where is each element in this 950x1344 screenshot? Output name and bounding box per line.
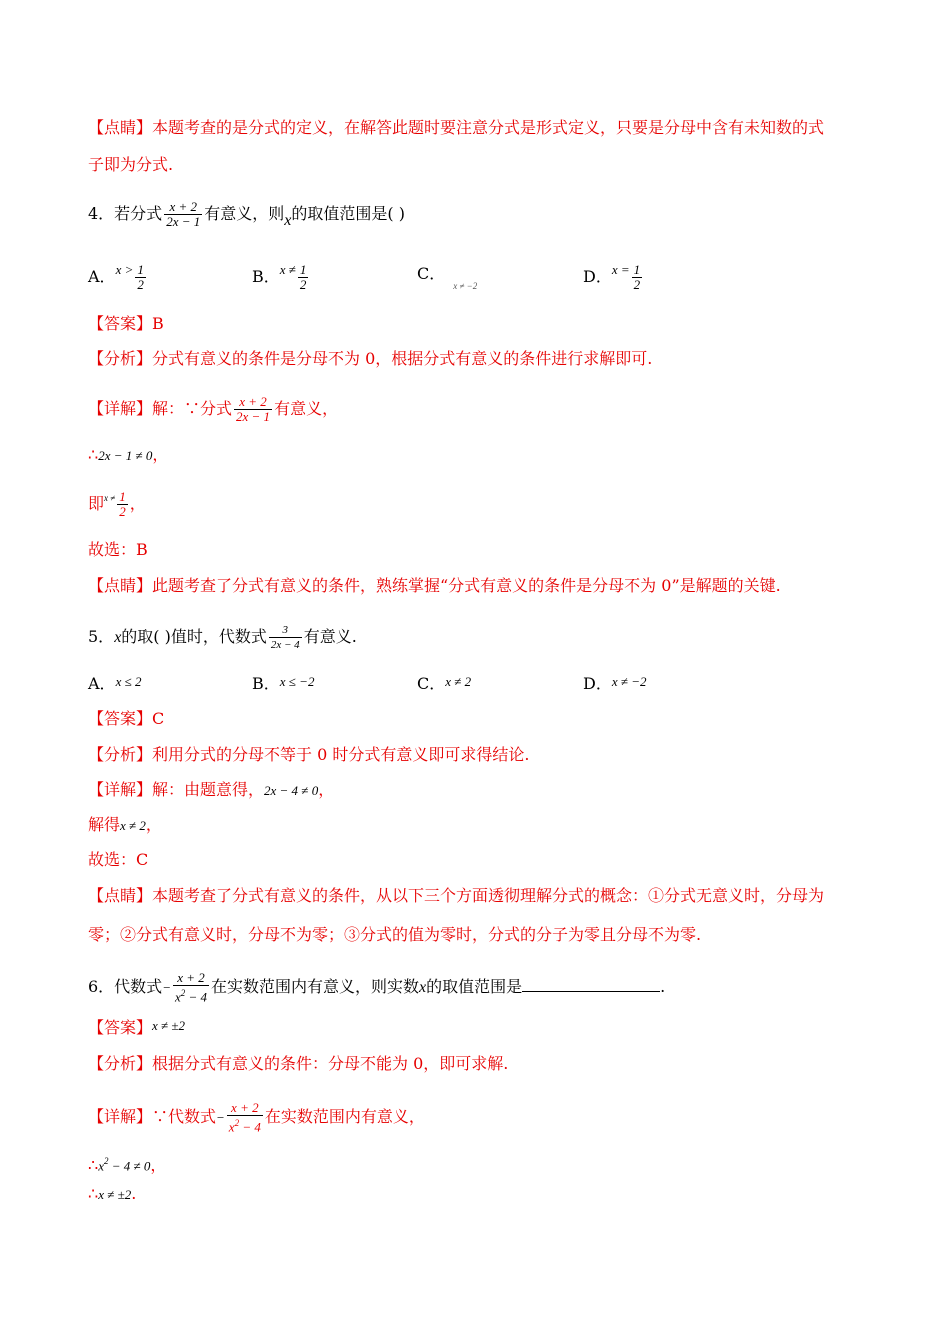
q5-stem: 5．x的取( )值时，代数式 $\frac{3}{2x - 4}$ 有意义. <box>88 624 357 651</box>
q4-stem: 4．若分式 $\frac{x + 2}{2x - 1}$ 有意义，则x的取值范围是( ) <box>88 199 405 229</box>
q6-analysis: 【分析】根据分式有意义的条件：分母不能为 0，即可求解. <box>88 1054 509 1073</box>
q5-detail: 【详解】解：由题意得，2x − 4 ≠ 0， <box>88 780 335 799</box>
q6-detail: 【详解】∵代数式− $\frac{x + 2}{x^2 - 4}$ 在实数范围内有意义， <box>88 1100 425 1135</box>
q4-option-d: D．$^{x =}$ $\frac{1}{2}$ <box>583 262 641 292</box>
q4-step2: 即$^{x \ne}$ $\frac{1}{2}$ ， <box>88 489 146 519</box>
q4-option-c: C．$_{x \ne -2}$ <box>417 264 478 291</box>
q5-option-c: C．x ≠ 2 <box>417 674 472 693</box>
q6-step2: ∴x ≠ ±2. <box>88 1184 137 1203</box>
q3-point-line2: 子即为分式. <box>88 155 174 174</box>
q6-step1: $\therefore x^2 - 4 \ne 0$， <box>88 1155 167 1175</box>
q5-point-line1: 【点睛】本题考查了分式有意义的条件，从以下三个方面透彻理解分式的概念：①分式无意义时，分母为 <box>88 886 825 905</box>
q4-option-a: A．$^{x >}$ $\frac{1}{2}$ <box>88 262 144 292</box>
q4-answer: 【答案】B <box>88 314 164 333</box>
answer-blank[interactable] <box>522 975 660 992</box>
q6-stem: 6．代数式− $\frac{x + 2}{x^2 - 4}$ 在实数范围内有意义，则实数x的取值范围是 . <box>88 970 666 1005</box>
q4-point: 【点睛】此题考查了分式有意义的条件，熟练掌握“分式有意义的条件是分母不为 0”是解题的关键. <box>88 576 781 595</box>
q5-analysis: 【分析】利用分式的分母不等于 0 时分式有意义即可求得结论. <box>88 745 530 764</box>
q6-fraction: $\frac{x + 2}{x^2 - 4}$ <box>174 970 208 1005</box>
q4-analysis: 【分析】分式有意义的条件是分母不为 0，根据分式有意义的条件进行求解即可. <box>88 349 653 368</box>
q4-option-b: B．$^{x \ne}$ $\frac{1}{2}$ <box>252 262 307 292</box>
q4-step1: ∴2x − 1 ≠ 0， <box>88 445 169 464</box>
q6-answer: 【答案】x ≠ ±2 <box>88 1018 186 1037</box>
q5-choose: 故选：C <box>88 850 149 869</box>
q4-fraction: $\frac{x + 2}{2x - 1}$ <box>166 199 201 229</box>
q4-choose: 故选：B <box>88 540 148 559</box>
q5-solve: 解得x ≠ 2， <box>88 815 162 834</box>
q4-detail: 【详解】解：∵分式 $\frac{x + 2}{2x - 1}$ 有意义， <box>88 394 339 424</box>
q5-point-line2: 零；②分式有意义时，分母不为零；③分式的值为零时，分式的分子为零且分母不为零. <box>88 925 702 944</box>
q5-option-b: B．x ≤ −2 <box>252 674 315 693</box>
q5-answer: 【答案】C <box>88 709 165 728</box>
q5-option-a: A．x ≤ 2 <box>88 674 142 693</box>
q5-option-d: D．x ≠ −2 <box>583 674 647 693</box>
q3-point-line1: 【点睛】本题考查的是分式的定义，在解答此题时要注意分式是形式定义，只要是分母中含有未知数的式 <box>88 118 825 137</box>
q5-fraction: $\frac{3}{2x - 4}$ <box>270 624 300 651</box>
